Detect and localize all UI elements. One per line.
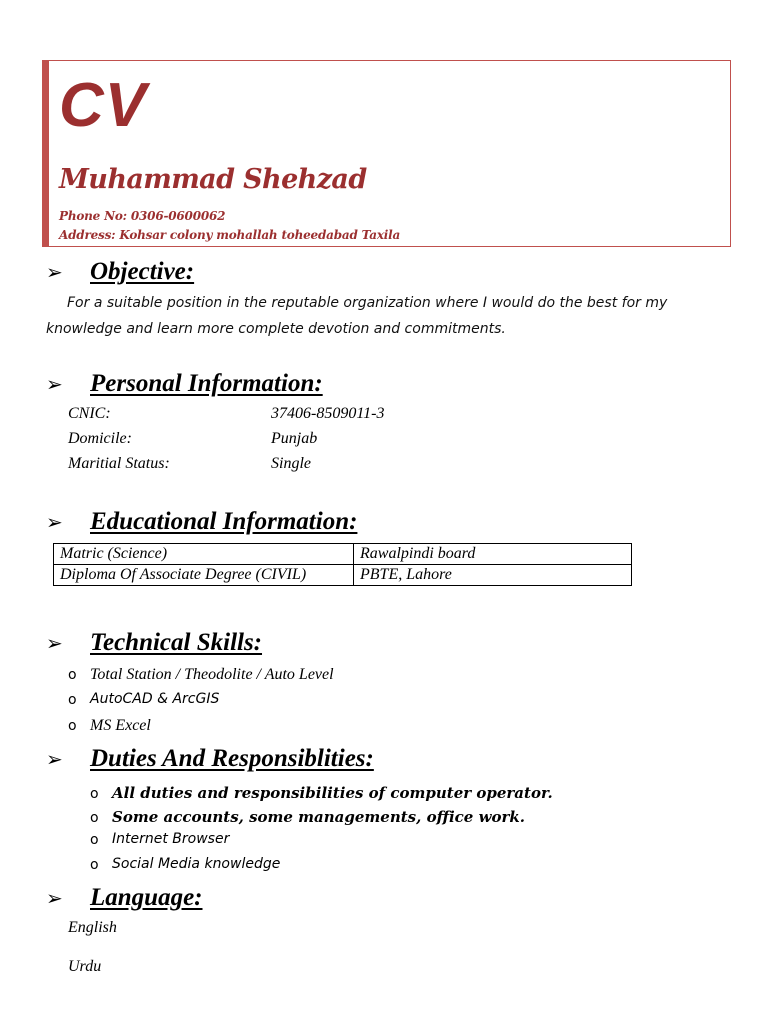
personal-info-row [68, 405, 385, 422]
person-name: Muhammad Shehzad [59, 164, 367, 195]
info-value: Single [271, 455, 311, 472]
personal-info-row [68, 430, 318, 447]
arrow-bullet-icon: ➢ [46, 631, 63, 655]
circle-bullet-icon: o [90, 810, 99, 826]
objective-text: For a suitable position in the reputable organization where I would do the best for my knowledge and learn more complete devotion and commitments. [46, 295, 668, 337]
objective-heading [46, 259, 194, 284]
table-cell-qualification: Matric (Science) [54, 544, 354, 565]
education-table [53, 543, 632, 586]
objective-heading-text: Objective: [90, 258, 195, 285]
circle-bullet-icon: o [90, 832, 99, 848]
info-label: CNIC: [68, 405, 111, 422]
duties-heading-text: Duties And Responsiblities: [90, 745, 374, 772]
education-heading-text: Educational Information: [90, 508, 358, 535]
arrow-bullet-icon: ➢ [46, 747, 63, 771]
table-cell-board: Rawalpindi board [354, 544, 632, 565]
info-label: Domicile: [68, 430, 132, 447]
info-label: Maritial Status: [68, 455, 170, 472]
circle-bullet-icon: o [90, 786, 99, 802]
skills-heading [46, 630, 262, 655]
arrow-bullet-icon: ➢ [46, 260, 63, 284]
skills-heading-text: Technical Skills: [90, 629, 263, 656]
table-row [54, 544, 632, 565]
address: Address: Kohsar colony mohallah toheedabad Taxila [59, 228, 401, 242]
info-value: 37406-8509011-3 [271, 405, 385, 422]
language-heading [46, 885, 203, 910]
table-row [54, 565, 632, 586]
personal-info-row [68, 455, 311, 472]
table-cell-qualification: Diploma Of Associate Degree (CIVIL) [54, 565, 354, 586]
language-item: Urdu [68, 958, 102, 975]
personal-info-heading [46, 371, 323, 396]
arrow-bullet-icon: ➢ [46, 886, 63, 910]
duties-heading [46, 746, 374, 771]
arrow-bullet-icon: ➢ [46, 372, 63, 396]
circle-bullet-icon: o [68, 718, 77, 734]
personal-info-heading-text: Personal Information: [90, 370, 323, 397]
circle-bullet-icon: o [68, 667, 77, 683]
table-cell-board: PBTE, Lahore [354, 565, 632, 586]
cv-header-box [42, 60, 731, 247]
education-heading [46, 509, 357, 534]
language-item: English [68, 919, 117, 936]
arrow-bullet-icon: ➢ [46, 510, 63, 534]
circle-bullet-icon: o [68, 692, 77, 708]
circle-bullet-icon: o [90, 857, 99, 873]
language-heading-text: Language: [90, 884, 203, 911]
cv-title: CV [59, 71, 148, 140]
info-value: Punjab [271, 430, 318, 447]
phone-number: Phone No: 0306-0600062 [59, 209, 226, 223]
